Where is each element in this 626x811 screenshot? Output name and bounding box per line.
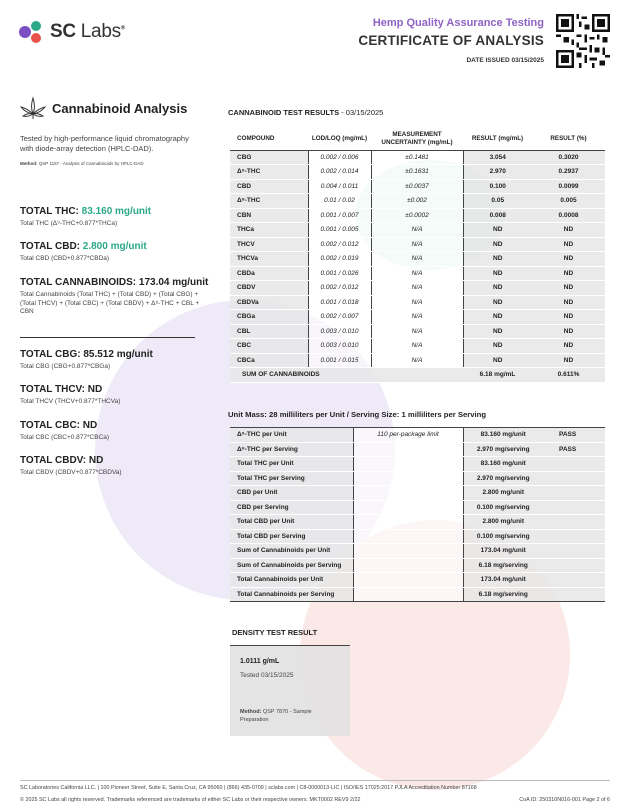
table-row (230, 442, 605, 457)
cell-lod-loq: 0.002 / 0.014 (308, 165, 371, 180)
cell-result-mg: ND (463, 324, 532, 339)
cell-uncertainty: N/A (371, 252, 463, 267)
cell-measure: Sum of Cannabinoids per Serving (230, 558, 353, 573)
cell-uncertainty: N/A (371, 353, 463, 368)
total-cbdv: TOTAL CBDV: ND Total CBDV (CBDV+0.877*CBDVa) (20, 455, 122, 476)
cell-uncertainty: N/A (371, 339, 463, 354)
sc-labs-logo (18, 20, 125, 44)
cell-measure: Total CBD per Serving (230, 529, 353, 544)
cell-lod-loq: 0.002 / 0.019 (308, 252, 371, 267)
density-result (230, 620, 350, 736)
cell-result-pct: 0.0099 (532, 179, 605, 194)
footer (20, 780, 610, 803)
cell-measure: Total THC per Serving (230, 471, 353, 486)
cell-status: PASS (543, 442, 605, 457)
cell-uncertainty: N/A (371, 295, 463, 310)
cell-result-mg: 0.05 (463, 194, 532, 209)
table-row (230, 324, 605, 339)
cell-result-pct: ND (532, 339, 605, 354)
cell-lod-loq: 0.001 / 0.018 (308, 295, 371, 310)
cell-result-mg: 0.100 (463, 179, 532, 194)
cell-result-mg: ND (463, 281, 532, 296)
cell-measure: Total CBD per Unit (230, 515, 353, 530)
cell-compound: CBD (230, 179, 308, 194)
sum-pct: 0.611% (532, 368, 605, 383)
cell-result-pct: ND (532, 295, 605, 310)
cannabis-leaf-icon (20, 96, 46, 120)
table-row (230, 529, 605, 544)
cell-result-pct: ND (532, 237, 605, 252)
cell-compound: Δ⁹-THC (230, 165, 308, 180)
col-lod-loq: LOD/LOQ (mg/mL) (308, 128, 371, 150)
cell-result-mg: 2.970 (463, 165, 532, 180)
cell-measure: Total THC per Unit (230, 457, 353, 472)
cell-compound: CBL (230, 324, 308, 339)
sum-label: SUM OF CANNABINOIDS (230, 368, 463, 383)
table-row (230, 500, 605, 515)
cell-result-pct: 0.2937 (532, 165, 605, 180)
total-thc: TOTAL THC: 83.160 mg/unit Total THC (Δ⁹-THC+0.877*THCa) (20, 206, 152, 227)
table-row (230, 237, 605, 252)
cell-value: 2.800 mg/unit (463, 515, 543, 530)
cell-measure: Δ⁹-THC per Unit (230, 428, 353, 443)
cell-limit (353, 486, 463, 501)
cell-lod-loq: 0.002 / 0.012 (308, 237, 371, 252)
table-row (230, 353, 605, 368)
cell-compound: CBCa (230, 353, 308, 368)
cell-limit (353, 573, 463, 588)
cell-result-pct: ND (532, 353, 605, 368)
cell-limit (353, 587, 463, 602)
table-row (230, 223, 605, 238)
cell-lod-loq: 0.001 / 0.005 (308, 223, 371, 238)
date-issued: DATE ISSUED 03/15/2025 (466, 57, 544, 64)
cell-uncertainty: N/A (371, 281, 463, 296)
cell-lod-loq: 0.002 / 0.012 (308, 281, 371, 296)
cell-value: 6.18 mg/serving (463, 558, 543, 573)
document-title: CERTIFICATE OF ANALYSIS (358, 33, 544, 48)
table-row (230, 150, 605, 165)
header-subtitle: Hemp Quality Assurance Testing (372, 17, 544, 29)
cell-value: 0.100 mg/serving (463, 529, 543, 544)
cell-result-mg: ND (463, 310, 532, 325)
cell-result-pct: 0.0008 (532, 208, 605, 223)
cell-result-pct: ND (532, 223, 605, 238)
cell-limit: 110 per-package limit (353, 428, 463, 443)
cell-limit (353, 457, 463, 472)
cell-value: 2.800 mg/unit (463, 486, 543, 501)
cell-value: 2.970 mg/serving (463, 442, 543, 457)
cell-measure: Total Cannabinoids per Serving (230, 587, 353, 602)
cell-value: 6.18 mg/serving (463, 587, 543, 602)
cell-result-mg: 3.054 (463, 150, 532, 165)
density-title: DENSITY TEST RESULT (230, 620, 350, 646)
cell-status (543, 486, 605, 501)
cell-result-mg: 0.008 (463, 208, 532, 223)
cell-uncertainty: ±0.0002 (371, 208, 463, 223)
table-row (230, 544, 605, 559)
cell-lod-loq: 0.001 / 0.015 (308, 353, 371, 368)
sc-labs-logo-mark (18, 20, 44, 44)
cell-compound: CBN (230, 208, 308, 223)
cell-uncertainty: N/A (371, 237, 463, 252)
cell-result-mg: ND (463, 237, 532, 252)
density-box (230, 646, 350, 736)
cannabinoid-results-table (230, 128, 605, 383)
section-header (20, 96, 200, 120)
cell-result-pct: 0.005 (532, 194, 605, 209)
cell-compound: CBDV (230, 281, 308, 296)
cell-uncertainty: ±0.002 (371, 194, 463, 209)
cell-compound: THCa (230, 223, 308, 238)
density-method: Method: QSP 7870 - Sample Preparation (240, 709, 312, 723)
cell-compound: CBGa (230, 310, 308, 325)
cell-result-pct: ND (532, 310, 605, 325)
cell-result-mg: ND (463, 266, 532, 281)
cell-lod-loq: 0.001 / 0.007 (308, 208, 371, 223)
table-row (230, 165, 605, 180)
cell-uncertainty: N/A (371, 310, 463, 325)
method-note: Method: QSP 1157 - Analysis of Cannabinoids by HPLC-DAD (20, 161, 144, 166)
total-thcv: TOTAL THCV: ND Total THCV (THCV+0.877*THCVa) (20, 384, 121, 405)
footer-copyright: © 2025 SC Labs all rights reserved. Trademarks referenced are trademarks of either SC Labs or their respective owners. MKT0002 REV9 2/22 (20, 797, 361, 803)
total-cbg: TOTAL CBG: 85.512 mg/unit Total CBG (CBG+0.877*CBGa) (20, 349, 153, 370)
cell-value: 83.160 mg/unit (463, 428, 543, 443)
table-row (230, 194, 605, 209)
cell-limit (353, 500, 463, 515)
table-row (230, 281, 605, 296)
table-row (230, 310, 605, 325)
cell-lod-loq: 0.003 / 0.010 (308, 324, 371, 339)
cell-value: 173.04 mg/unit (463, 573, 543, 588)
total-cbd: TOTAL CBD: 2.800 mg/unit Total CBD (CBD+0.877*CBDa) (20, 241, 147, 262)
cell-status (543, 471, 605, 486)
method-description: Tested by high-performance liquid chromatography with diode-array detection (HPLC-DAD). (20, 134, 189, 153)
cell-status (543, 573, 605, 588)
table-row (230, 515, 605, 530)
table-row (230, 266, 605, 281)
table-row (230, 295, 605, 310)
cell-lod-loq: 0.004 / 0.011 (308, 179, 371, 194)
cell-status (543, 529, 605, 544)
table-row (230, 457, 605, 472)
cell-measure: CBD per Unit (230, 486, 353, 501)
cell-lod-loq: 0.002 / 0.006 (308, 150, 371, 165)
cell-lod-loq: 0.002 / 0.007 (308, 310, 371, 325)
cell-compound: THCVa (230, 252, 308, 267)
cell-status (543, 587, 605, 602)
footer-address: SC Laboratories California LLC. | 100 Pioneer Street, Suite E, Santa Cruz, CA 95060 | (866) 435-0709 | sclabs.com | C8-0000013-LIC | ISO/IES 17025:2017 PJLA Accreditation Number 87168 (20, 785, 477, 791)
cell-result-mg: ND (463, 223, 532, 238)
cell-compound: CBDa (230, 266, 308, 281)
cell-value: 83.160 mg/unit (463, 457, 543, 472)
unit-mass-title: Unit Mass: 28 milliliters per Unit / Serving Size: 1 milliliters per Serving (228, 410, 487, 419)
qr-code[interactable] (556, 14, 610, 68)
table-row (230, 486, 605, 501)
cell-uncertainty: ±0.0037 (371, 179, 463, 194)
table-header-row (230, 128, 605, 150)
cell-status (543, 500, 605, 515)
cell-uncertainty: N/A (371, 266, 463, 281)
cell-result-mg: ND (463, 339, 532, 354)
cell-result-pct: ND (532, 281, 605, 296)
cell-measure: Δ⁹-THC per Serving (230, 442, 353, 457)
cell-result-pct: ND (532, 266, 605, 281)
table-row (230, 573, 605, 588)
brand-name: SC Labs® (50, 21, 125, 42)
table-row (230, 471, 605, 486)
cell-measure: Sum of Cannabinoids per Unit (230, 544, 353, 559)
cell-compound: CBC (230, 339, 308, 354)
cell-value: 2.970 mg/serving (463, 471, 543, 486)
cell-measure: CBD per Serving (230, 500, 353, 515)
cell-status (543, 515, 605, 530)
table-row (230, 339, 605, 354)
cell-value: 0.100 mg/serving (463, 500, 543, 515)
cell-uncertainty: N/A (371, 324, 463, 339)
cell-limit (353, 529, 463, 544)
cell-status (543, 457, 605, 472)
section-title: Cannabinoid Analysis (52, 100, 188, 116)
cell-limit (353, 471, 463, 486)
col-uncertainty: MEASUREMENT UNCERTAINTY (mg/mL) (371, 128, 463, 150)
col-result-mg: RESULT (mg/mL) (463, 128, 532, 150)
cell-uncertainty: ±0.1631 (371, 165, 463, 180)
cell-compound: Δ⁸-THC (230, 194, 308, 209)
cell-result-mg: ND (463, 252, 532, 267)
table-row (230, 587, 605, 602)
cannabinoid-summary (20, 96, 200, 166)
footer-legal (20, 797, 610, 803)
cell-status (543, 558, 605, 573)
cell-result-pct: 0.3020 (532, 150, 605, 165)
cell-lod-loq: 0.01 / 0.02 (308, 194, 371, 209)
cell-limit (353, 558, 463, 573)
cell-value: 173.04 mg/unit (463, 544, 543, 559)
cell-measure: Total Cannabinoids per Unit (230, 573, 353, 588)
cell-result-pct: ND (532, 252, 605, 267)
cell-uncertainty: N/A (371, 223, 463, 238)
per-unit-table (230, 427, 605, 602)
cell-lod-loq: 0.003 / 0.010 (308, 339, 371, 354)
sum-row (230, 368, 605, 383)
total-cbc: TOTAL CBC: ND Total CBC (CBC+0.877*CBCa) (20, 420, 110, 441)
cell-status (543, 544, 605, 559)
cell-compound: CBG (230, 150, 308, 165)
cell-result-pct: ND (532, 324, 605, 339)
table-row (230, 428, 605, 443)
cell-lod-loq: 0.001 / 0.026 (308, 266, 371, 281)
table-row (230, 252, 605, 267)
col-result-pct: RESULT (%) (532, 128, 605, 150)
total-cannabinoids: TOTAL CANNABINOIDS: 173.04 mg/unit Total Cannabinoids (Total THC) + (Total CBD) + (Total CBG) + (Total THCV) + (Total CBC) + (Total CBDV) + Δ⁸-THC + CBL + CBN (20, 277, 209, 315)
table-row (230, 179, 605, 194)
results-title: CANNABINOID TEST RESULTS - 03/15/2025 (228, 108, 384, 117)
cell-result-mg: ND (463, 295, 532, 310)
sum-mg: 6.18 mg/mL (463, 368, 532, 383)
divider (20, 337, 195, 338)
col-compound: COMPOUND (230, 128, 308, 150)
cell-limit (353, 544, 463, 559)
cell-limit (353, 515, 463, 530)
footer-coa-id: CoA ID: 250310N016-001 Page 2 of 6 (519, 797, 610, 803)
density-value: 1.0111 g/mL (240, 658, 280, 665)
table-row (230, 558, 605, 573)
cell-result-mg: ND (463, 353, 532, 368)
cell-status: PASS (543, 428, 605, 443)
cell-uncertainty: ±0.1481 (371, 150, 463, 165)
table-row (230, 208, 605, 223)
cell-limit (353, 442, 463, 457)
cell-compound: THCV (230, 237, 308, 252)
density-tested-date: Tested 03/15/2025 (240, 672, 294, 679)
cell-compound: CBDVa (230, 295, 308, 310)
